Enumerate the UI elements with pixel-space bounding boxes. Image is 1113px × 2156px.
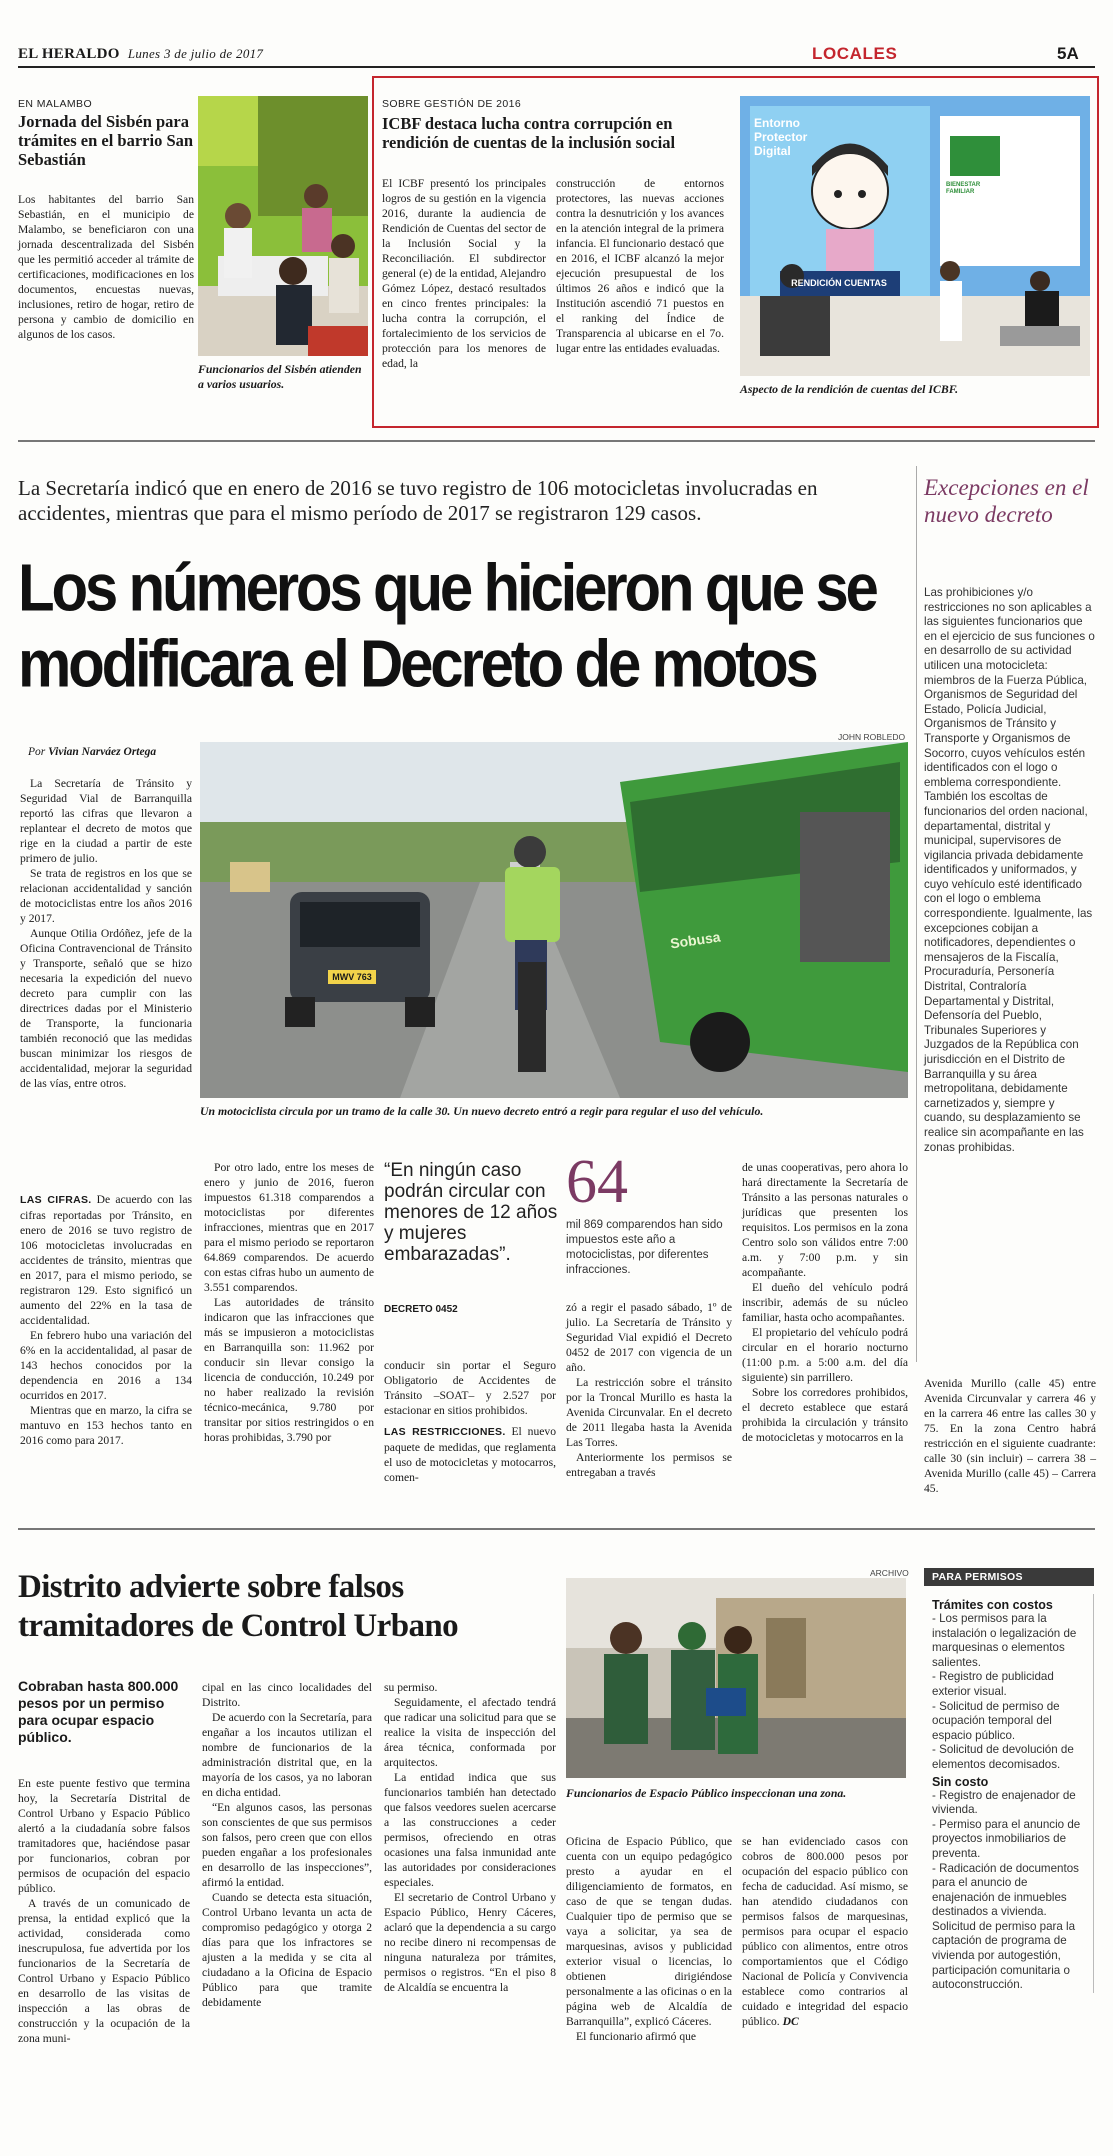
motos-deck: La Secretaría indicó que en enero de 2016 se tuvo registro de 106 motocicletas involucradas en accidentes, mientras que para el mismo período de 2017 se registraron 129 casos. [18, 476, 818, 525]
sisben-headline: Jornada del Sisbén para trámites en el barrio San Sebastián [18, 112, 194, 169]
icbf-caption: Aspecto de la rendición de cuentas del ICBF. [740, 382, 959, 396]
control-col2-p3: “En algunos casos, las personas son conscientes de que sus permisos son falsos, pero creen que con ellos pueden engañar a los profesionales en desarrollo de las inspecciones”, afirmó la entidad. [202, 1801, 372, 1889]
icbf-screen-title: Entorno Protector Digital [754, 116, 808, 158]
col-d-p1: zó a regir el pasado sábado, 1º de julio. La Secretaría de Tránsito y Seguridad Vial expidió el Decreto 0452 de 2017 con vigencia de un año. [566, 1301, 732, 1374]
permisos-tag: PARA PERMISOS [924, 1568, 1094, 1586]
col-a-p6: Mientras que en marzo, la cifra se mantuvo en 153 hechos tanto en 2016 como para 2017. [20, 1404, 192, 1447]
control-col3-p2: Seguidamente, el afectado tendrá que radicar una solicitud para que se realice la visita de inspección del área técnica, conformada por arquitectos. [384, 1696, 556, 1769]
permisos-costos-4: - Solicitud de devolución de elementos decomisados. [932, 1743, 1074, 1771]
control-col3-p1: su permiso. [384, 1681, 438, 1694]
col-e-p3: El propietario del vehículo podrá circular en el horario nocturno (11:00 p.m. a 5:00 a.m. del día siguiente) sin parrillero. [742, 1326, 908, 1384]
control-col5-text: se han evidenciado casos con cobros de 800.000 pesos por ocupación del espacio público con fecha de caducidad. Así mismo, se han atendido ciudadanos con permisos falsos de marquesinas, permisos para ocupar el espacio público con alimentos, entre otros comportamientos que el Código Nacional de Policía y Convivencia establece como contrarios al cuidado e integridad del espacio público. [742, 1835, 908, 2028]
col-b-p2: Las autoridades de tránsito indicaron que las infracciones que más se impusieron a motociclistas en Barranquilla son: 11.962 por conducir sin llevar consigo la licencia de conducción, 10.249 por no haber realizado la revisión técnico-mecánica, 9.780 por transitar por sitios restringidos o en horas prohibidas, 3.790 por [204, 1296, 374, 1444]
permisos-costos-3: - Solicitud de permiso de ocupación temporal del espacio público. [932, 1699, 1060, 1742]
restricciones-paragraph [384, 1424, 556, 1485]
permisos-sin-costo-4: Solicitud de permiso para la captación de programa de vivienda por autogestión, participación comunitaria o autoconstrucción. [932, 1919, 1076, 1992]
control-col2-p1: cipal en las cinco localidades del Distrito. [202, 1681, 372, 1709]
control-col3-p4: El secretario de Control Urbano y Espacio Público, Henry Cáceres, aclaró que la dependencia a su cargo no recibe dinero ni recompensas de ninguna naturaleza por trámites, permisos o registros. “En el piso 8 de Alcaldía se encuentra la [384, 1891, 556, 1994]
control-photo-caption: Funcionarios de Espacio Público inspeccionan una zona. [566, 1786, 847, 1800]
motos-col-e [742, 1160, 908, 1445]
motos-photo-graphic [200, 742, 908, 1098]
control-headline: Distrito advierte sobre falsos tramitadores de Control Urbano [18, 1569, 459, 1644]
icbf-col2: construcción de entornos protectores, las nuevas acciones contra la desnutrición y los avances en la atención integral de la primera infancia. El funcionario destacó que en 2016, el ICBF alcanzó la mejor ejecución presupuestal de los últimos 26 años e indicó que la Institución ascendió 71 puestos en el ranking del Índice de Transparencia al ubicarse en el 7o. lugar entre las entidades evaluadas. [556, 177, 724, 355]
control-summary: Cobraban hasta 800.000 pesos por un permiso para ocupar espacio público. [18, 1678, 179, 1745]
control-col4-p2: El funcionario afirmó que [576, 2030, 697, 2043]
icbf-photo [740, 96, 1090, 376]
col-c-p1: conducir sin portar el Seguro Obligatorio de Accidentes de Tránsito –SOAT– y 2.527 por estacionar en sitios prohibidos. [384, 1359, 556, 1417]
byline-author: Vivian Narváez Ortega [48, 746, 157, 758]
icbf-kicker: SOBRE GESTIÓN DE 2016 [382, 98, 522, 110]
control-col2-p2: De acuerdo con la Secretaría, para engañar a los incautos utilizan el nombre de funcionarios de la administración distrital que, en la mayoría de los casos, ya no laboran en dicha entidad. [202, 1711, 372, 1799]
col-a-p3: Aunque Otilia Ordóñez, jefe de la Oficina Contravencional de Tránsito y Transporte, señaló que se hizo necesaria la expedición del nuevo decreto para cumplir con las directrices dadas por el Ministerio de Transporte, la funcionaria también reconoció que las medidas buscan minimizar los riesgos de accidentalidad, mejorar la seguridad de las vías, entre otros. [20, 927, 192, 1090]
icbf-screen-brand: BIENESTAR FAMILIAR [946, 182, 981, 195]
icbf-headline: ICBF destaca lucha contra corrupción en rendición de cuentas de la inclusión social [382, 114, 676, 152]
control-col4 [566, 1834, 732, 2044]
col-a-p1: La Secretaría de Tránsito y Seguridad Vial de Barranquilla reportó las cifras que llevaron a replantear el decreto de motos que rige en la ciudad a partir de este primero de julio. [20, 777, 192, 865]
sisben-photo [198, 96, 368, 356]
permisos-sin-costo-title: Sin costo [932, 1774, 989, 1789]
permisos-box [924, 1594, 1094, 1993]
cifras-paragraph [20, 1192, 192, 1328]
permisos-sin-costo-3: - Radicación de documentos para el anuncio de enajenación de inmuebles destinados a vivienda. [932, 1861, 1079, 1919]
motos-photo-caption: Un motociclista circula por un tramo de la calle 30. Un nuevo decreto entró a regir para regular el uso del vehículo. [200, 1104, 764, 1118]
permisos-sin-costo-1: - Registro de enajenador de vivienda. [932, 1788, 1076, 1817]
sisben-body: Los habitantes del barrio San Sebastián, en el municipio de Malambo, se beneficiaron con una jornada descentralizada del Sisbén que les permitió acceder al trámite de certificaciones, modificaciones en los documentos, encuestas nuevas, inclusiones, retiro de hogar, retiro de persona y cambio de domicilio en algunos de los casos. [18, 193, 194, 341]
excepciones-body: Las prohibiciones y/o restricciones no son aplicables a las siguientes funcionarios que en el ejercicio de sus funciones o en desarrollo de su actividad utilicen una motocicleta: miembros de la Fuerza Pública, Organismos de Seguridad del Estado, Policía Judicial, Organismos de Tránsito y Transporte y Organismos de Socorro, cuyos vehículos estén identificados con el logo o emblema correspondiente. También los escoltas de funcionarios del orden nacional, departamental, distrital y municipal, supervisores de vigilancia privada debidamente identificados y uniformados, y cuyo vehículo esté identificado con el logo o emblema correspondiente. Igualmente, las excepciones cobijan a notificadores, dependientes o mensajeros de la Fiscalía, Procuraduría, Personería Distrital, Contraloría Departamental y Distrital, Defensoría del Pueblo, Tribunales Superiores y Juzgados de la República con jurisdicción en el Distrito de Barranquilla y su área metropolitana, debidamente carnetizados y, siempre y cuando, su desplazamiento se realice sin acompañante en las zonas prohibidas. [924, 586, 1095, 1154]
restricciones-lead: LAS RESTRICCIONES. [384, 1426, 506, 1438]
masthead-name: EL HERALDO [18, 46, 120, 62]
control-col5-sig: DC [782, 2015, 799, 2028]
permisos-costos-2: - Registro de publicidad exterior visual. [932, 1670, 1054, 1698]
motos-col-a-lower [20, 1192, 192, 1448]
section-label: LOCALES [812, 44, 898, 63]
col-a-p2: Se trata de registros en los que se relacionan accidentalidad y sanción de motociclistas entre los años 2016 y 2017. [20, 867, 192, 925]
control-col5 [742, 1834, 908, 2029]
masthead [18, 46, 263, 63]
restricciones-text: El nuevo paquete de medidas, que reglamenta el uso de motocicletas y motocarros, comen- [384, 1425, 557, 1484]
sisben-caption: Funcionarios del Sisbén atienden a varios usuarios. [198, 362, 362, 391]
col-a-p5: En febrero hubo una variación del 6% en la accidentalidad, al pasar de 143 hechos conocidos por la dependencia en 2016 a 134 ocurridos en 2017. [20, 1329, 192, 1402]
cifras-text: De acuerdo con las cifras reportadas por Tránsito, en enero de 2016 se tuvo registro de 106 motocicletas involucradas en accidentes de tránsito, mientras que en 2017, para el mismo periodo, se registraron 129. Esto significó un aumento del 22% en la tasa de accidentalidad. [20, 1193, 193, 1327]
control-photo-credit: ARCHIVO [870, 1568, 909, 1578]
motos-col-c [384, 1358, 556, 1485]
sisben-kicker: EN MALAMBO [18, 98, 93, 110]
byline-prefix: Por [28, 746, 46, 758]
excepciones-title: Excepciones en el nuevo decreto [924, 475, 1089, 527]
col-b-p1: Por otro lado, entre los meses de enero y junio de 2016, fueron impuestos 61.318 comparendos a motociclistas por diferentes infracciones, mientras que en 2017 para el mismo periodo se reportaron 64.869 comparendos. De acuerdo con estas cifras hubo un aumento de 3.551 comparendos. [204, 1161, 374, 1294]
motos-quote: “En ningún caso podrán circular con menores de 12 años y mujeres embarazadas”. [384, 1160, 558, 1265]
excepciones-continuation: Avenida Murillo (calle 45) entre Avenida Circunvalar y carrera 46 y en la carrera 46 entre las calles 30 y 75. En la zona Centro habrá restricción en el siguiente cuadrante: calle 30 (sin incluir) – carrera 38 –Avenida Murillo (calle 45) – Carrera 45. [924, 1377, 1096, 1495]
cifras-lead: LAS CIFRAS. [20, 1194, 92, 1206]
motos-quote-source: DECRETO 0452 [384, 1304, 458, 1315]
motos-plate: MWV 763 [332, 972, 372, 982]
control-col1-p2: A través de un comunicado de prensa, la entidad explicó que la actividad, considerada como inescrupulosa, fue advertida por los funcionarios de la Secretaría de Control Urbano y Espacio Público en desarrollo de las visitas de inspección a las obras de construcción y la ocupación de la zona muni- [18, 1897, 190, 2045]
sisben-photo-graphic [198, 96, 368, 356]
motos-byline [28, 746, 156, 758]
motos-col-a [20, 776, 192, 1091]
permisos-sin-costo-2: - Permiso para el anuncio de proyectos inmobiliarios de preventa. [932, 1817, 1081, 1860]
control-col3-p3: La entidad indica que sus funcionarios también han detectado que falsos veedores suelen acercarse a las construcciones a ceder permisos, ofreciendo en otras ocasiones una falsa inmunidad ante las autoridades por consideraciones especiales. [384, 1771, 556, 1889]
control-col3 [384, 1680, 556, 1995]
permisos-costos-title: Trámites con costos [932, 1598, 1053, 1612]
header-rule [18, 66, 1095, 68]
motos-col-b [204, 1160, 374, 1445]
motos-photo [200, 742, 908, 1098]
control-col1 [18, 1776, 190, 2046]
section-rule-2 [18, 1528, 1095, 1530]
excepciones-divider [916, 466, 917, 1362]
masthead-date: Lunes 3 de julio de 2017 [127, 46, 264, 61]
icbf-screen-sub: RENDICIÓN CUENTAS [791, 278, 887, 288]
control-col4-p1: Oficina de Espacio Público, que cuenta con un equipo pedagógico presto a ayudar en el diligenciamiento de formatos, en caso de que se tengan dudas. Cualquier tipo de permiso que se vaya a solicitar, ya sea de marquesinas, avisos y publicidad exterior visual o licencias, lo obtienen dirigiéndose personalmente a las oficinas o en la página web de Alcaldía de Barranquilla”, explicó Cáceres. [566, 1835, 732, 2028]
motos-photo-credit: JOHN ROBLEDO [838, 732, 906, 742]
col-e-p2: El dueño del vehículo podrá inscribir, además de su núcleo familiar, hasta ocho acompañantes. [742, 1281, 908, 1324]
control-col2 [202, 1680, 372, 2010]
section-rule-1 [18, 440, 1095, 442]
motos-headline: Los números que hicieron que se modificara el Decreto de motos [18, 550, 876, 702]
control-col2-p4: Cuando se detecta esta situación, Control Urbano levanta un acta de compromiso pedagógico y otorga 2 días para que los infractores se ajusten a la medida y se cita al ciudadano a la Oficina de Espacio Público para que tramite debidamente [202, 1891, 372, 2009]
col-e-p4: Sobre los corredores prohibidos, el decreto establece que estará prohibida la circulación y tránsito de motocicletas y motocarros en la [742, 1386, 908, 1444]
motos-stat-number: 64 [566, 1148, 628, 1216]
page-number: 5A [1057, 44, 1079, 63]
control-col5-p1 [742, 1834, 908, 2029]
control-photo [566, 1578, 906, 1778]
icbf-col1: El ICBF presentó los principales logros de su gestión en la vigencia 2016, durante la audiencia de Rendición de Cuentas del sector de la Inclusión Social y la Reconciliación. El subdirector general (e) de la entidad, Alejandro Gómez López, destacó resultados en cinco frentes principales: la lucha contra la corrupción, el fortalecimiento de los servicios de protección para los menores de edad, la [382, 177, 546, 370]
col-d-p2: La restricción sobre el tránsito por la Troncal Murillo es hasta la Avenida Circunvalar. En el decreto de 2011 llegaba hasta la Avenida Las Torres. [566, 1376, 732, 1449]
bus-brand: Sobusa [669, 928, 722, 952]
motos-col-d [566, 1300, 732, 1480]
control-col1-p1: En este puente festivo que termina hoy, la Secretaría Distrital de Control Urbano y Espacio Público alertó a la ciudadanía sobre falsos tramitadores que, haciéndose pasar por funcionarios, cobran por permisos de ocupación del espacio público. [18, 1777, 190, 1895]
col-d-p3: Anteriormente los permisos se entregaban a través [566, 1451, 732, 1479]
col-e-p1: de unas cooperativas, pero ahora lo hará directamente la Secretaría de Tránsito a las personas naturales o jurídicas que presenten los requisitos. Los permisos en la zona Centro solo son válidos entre 7:00 a.m. y 7:00 p.m. y sin acompañante. [742, 1161, 908, 1279]
motos-stat-text: mil 869 comparendos han sido impuestos este año a motociclistas, por diferentes infracciones. [566, 1219, 723, 1276]
control-photo-graphic [566, 1578, 906, 1778]
permisos-costos-1: - Los permisos para la instalación o legalización de marquesinas o elementos salientes. [932, 1612, 1077, 1669]
